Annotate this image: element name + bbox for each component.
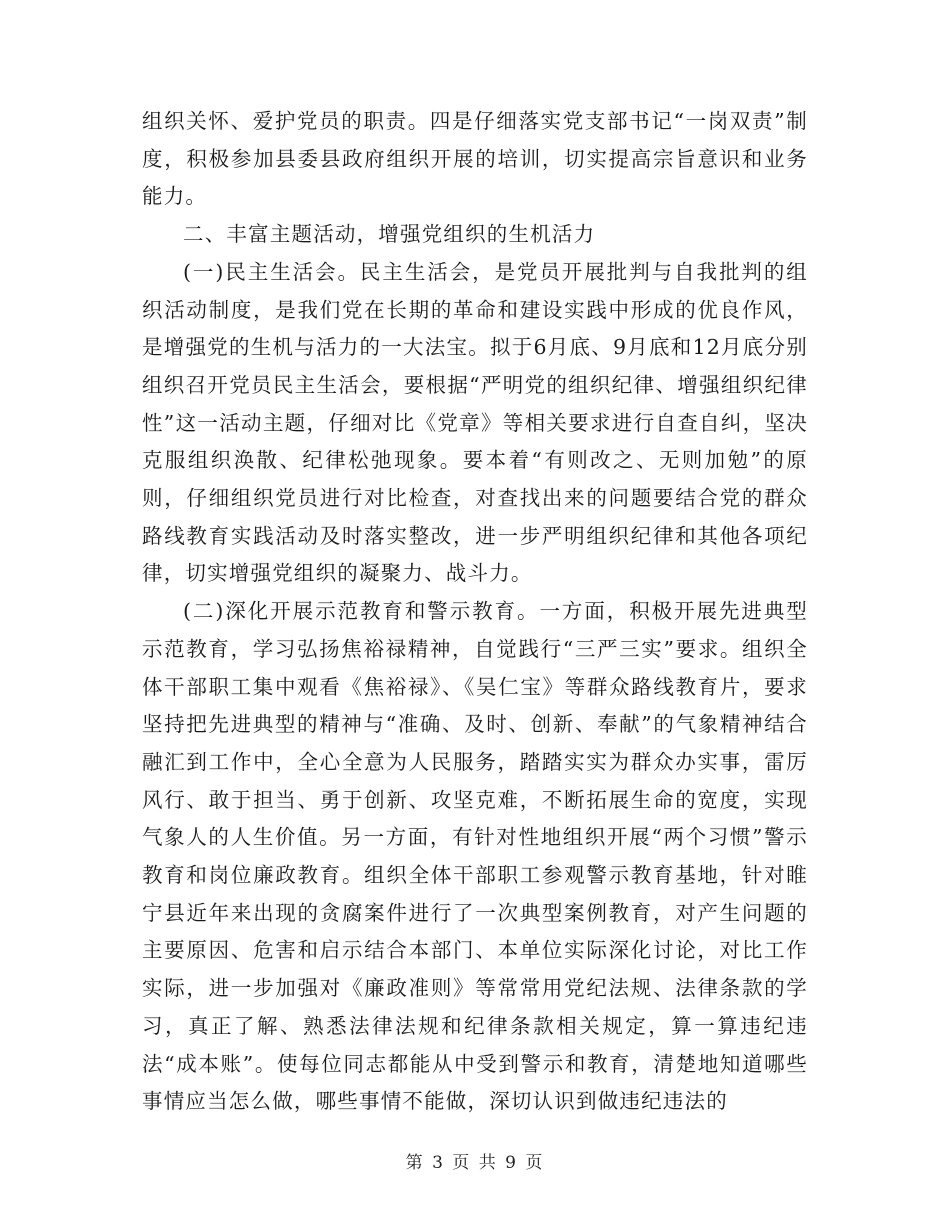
paragraph-democratic-life-meeting: (一)民主生活会。民主生活会，是党员开展批判与自我批判的组织活动制度，是我们党在长期的革命和建设实践中形成的优良作风，是增强党的生机与活力的一大法宝。拟于6月底、9月底和12月底分别组织召开党员民主生活会，要根据“严明党的组织纪律、增强组织纪律性”这一活动主题，仔细对比《党章》等相关要求进行自查自纠，坚决克服组织涣散、纪律松弛现象。要本着“有则改之、无则加勉”的原则，仔细组织党员进行对比检查，对查找出来的问题要结合党的群众路线教育实践活动及时落实整改，进一步严明组织纪律和其他各项纪律，切实增强党组织的凝聚力、战斗力。 — [142, 259, 808, 586]
section-heading: 二、丰富主题活动，增强党组织的生机活力 — [183, 222, 596, 247]
paragraph-continuation: 组织关怀、爱护党员的职责。四是仔细落实党支部书记“一岗双责”制度，积极参加县委县政府组织开展的培训，切实提高宗旨意识和业务能力。 — [142, 109, 808, 209]
page-number-footer: 第 3 页 共 9 页 — [405, 1153, 545, 1173]
paragraph-demonstration-education: (二)深化开展示范教育和警示教育。一方面，积极开展先进典型示范教育，学习弘扬焦裕禄精神，自觉践行“三严三实”要求。组织全体干部职工集中观看《焦裕禄》、《吴仁宝》等群众路线教育片，要求坚持把先进典型的精神与“准确、及时、创新、奉献”的气象精神结合融汇到工作中，全心全意为人民服务，踏踏实实为群众办实事，雷厉风行、敢于担当、勇于创新、攻坚克难，不断拓展生命的宽度，实现气象人的人生价值。另一方面，有针对性地组织开展“两个习惯”警示教育和岗位廉政教育。组织全体干部职工参观警示教育基地，针对睢宁县近年来出现的贪腐案件进行了一次典型案例教育，对产生问题的主要原因、危害和启示结合本部门、本单位实际深化讨论，对比工作实际，进一步加强对《廉政准则》等常常用党纪法规、法律条款的学习，真正了解、熟悉法律法规和纪律条款相关规定，算一算违纪违法“成本账”。使每位同志都能从中受到警示和教育，清楚地知道哪些事情应当怎么做，哪些事情不能做，深切认识到做违纪违法的 — [142, 599, 808, 1114]
document-body — [142, 103, 808, 1121]
